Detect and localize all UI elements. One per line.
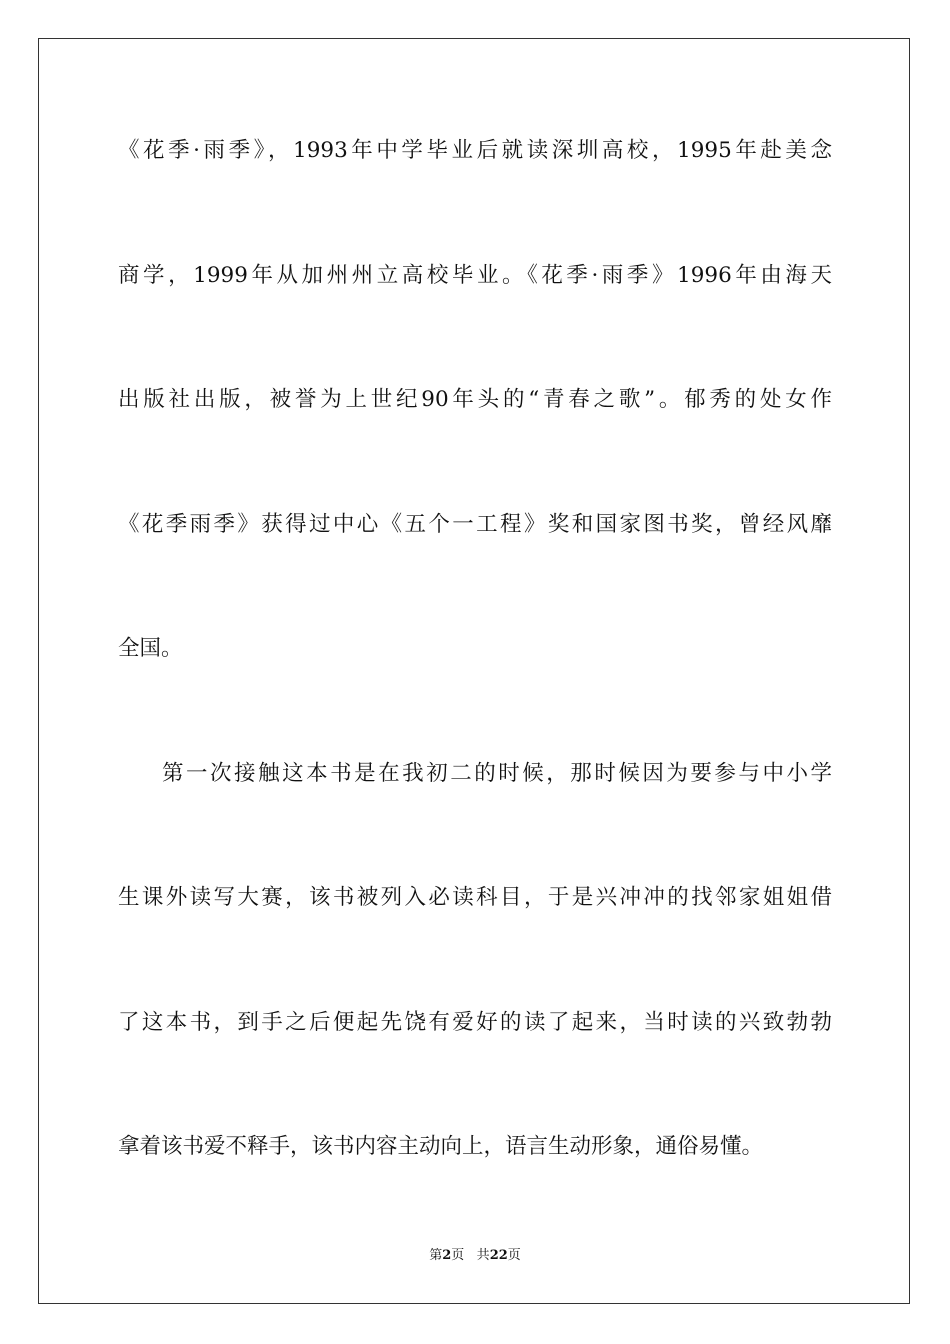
total-pages: 22	[489, 1248, 508, 1263]
total-prefix: 共	[476, 1248, 490, 1263]
text-line: 第一次接触这本书是在我初二的时候，那时候因为要参与中小学	[162, 761, 832, 786]
page-footer	[0, 1246, 950, 1266]
text-line: 商学，1999年从加州州立高校毕业。《花季·雨季》1996年由海天	[118, 263, 832, 288]
page-prefix: 第	[429, 1248, 443, 1263]
total-suffix: 页	[507, 1248, 521, 1263]
text-line: 出版社出版，被誉为上世纪90年头的“青春之歌”。郁秀的处女作	[118, 387, 832, 412]
text-line: 全国。	[118, 636, 183, 661]
text-line: 拿着该书爱不释手，该书内容主动向上，语言生动形象，通俗易懂。	[118, 1134, 764, 1159]
text-line: 《花季雨季》获得过中心《五个一工程》奖和国家图书奖，曾经风靡	[118, 512, 832, 537]
page-suffix: 页	[451, 1248, 465, 1263]
page-number: 2	[442, 1248, 452, 1263]
text-line: 了这本书，到手之后便起先饶有爱好的读了起来，当时读的兴致勃勃	[118, 1010, 832, 1035]
text-line: 《花季·雨季》，1993年中学毕业后就读深圳高校，1995年赴美念	[118, 138, 832, 163]
page-border	[38, 38, 910, 1304]
text-line: 生课外读写大赛，该书被列入必读科目，于是兴冲冲的找邻家姐姐借	[118, 885, 832, 910]
